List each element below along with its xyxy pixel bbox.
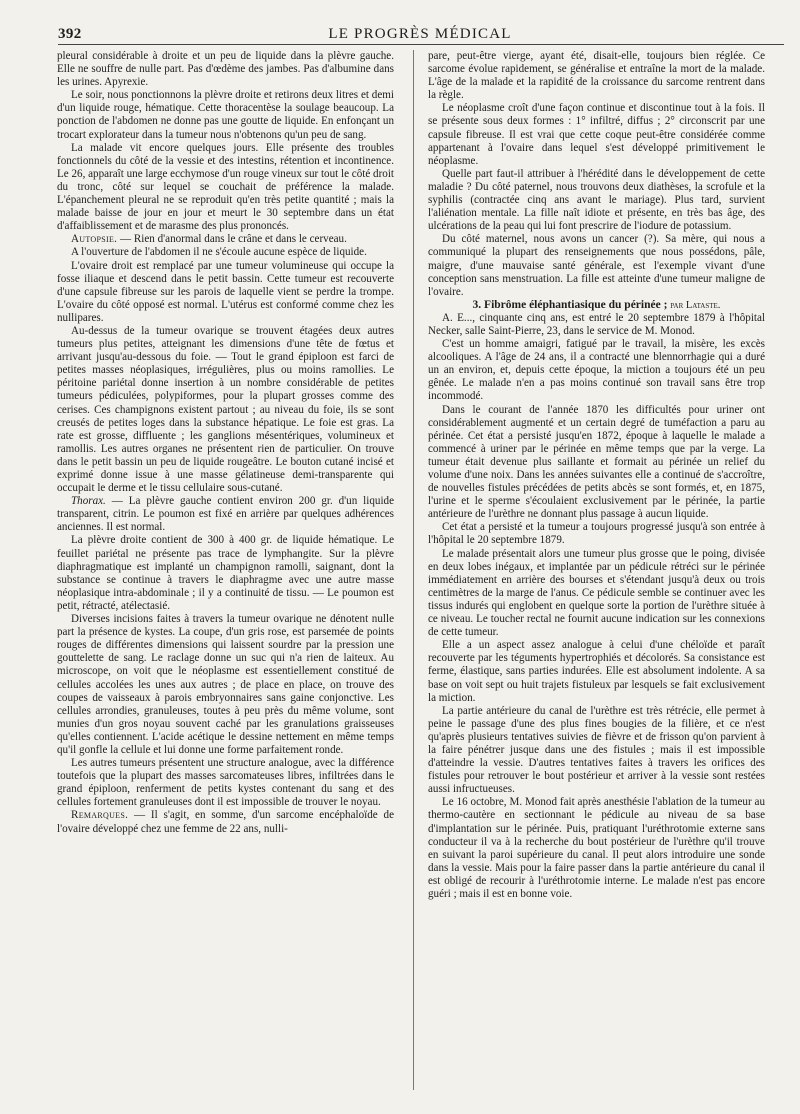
paragraph-text: L'ovaire droit est remplacé par une tumeur volumineuse qui occupe la fosse iliaque et descend dans le petit bassin. Cette tumeur est recouverte d'une capsule fibreuse sur les parois de laquelle vient se perdre la trompe. L'ovaire du côté opposé est normal. L'utérus est conformé comme chez les nullipares. xyxy=(57,259,394,324)
page-number: 392 xyxy=(58,26,82,42)
paragraph xyxy=(428,796,765,901)
paragraph xyxy=(428,705,765,797)
paragraph-text: — Rien d'anormal dans le crâne et dans le cerveau. xyxy=(117,233,347,246)
paragraph-text: Les autres tumeurs présentent une structure analogue, avec la différence toutefois que la plupart des masses sarcomateuses libres, infiltrées dans le grand épiploon, renferment de petits kystes contenant du sang et des cellules fortement granuleuses dont il est impossible de trouver le noyau. xyxy=(57,757,394,809)
paragraph-text: La plèvre droite contient de 300 à 400 gr. de liquide hématique. Le feuillet pariétal ne présente pas trace de lymphangite. Sur la plèvre diaphragmatique est implanté un champignon ramolli, saignant, dont la substance se continue à travers le diaphragme avec une autre masse néoplasique intra-abdominale ; il y a continuité de tissu. — Le poumon est petit, rétracté, atélectasié. xyxy=(57,534,394,612)
paragraph-text: A l'ouverture de l'abdomen il ne s'écoule aucune espèce de liquide. xyxy=(71,246,367,259)
paragraph xyxy=(57,757,394,809)
paragraph xyxy=(428,168,765,233)
paragraph xyxy=(57,142,394,234)
header-rule xyxy=(58,44,784,45)
paragraph-text: Le néoplasme croît d'une façon continue et discontinue tout à la fois. Il se présente sous deux formes : 1° infiltré, diffus ; 2° circonscrit par une capsule fibreuse. Il est vrai que cette coque peut-être considérée comme appartenant à l'ovaire dans lequel s'est développé primitivement le néoplasme. xyxy=(428,102,765,167)
paragraph-text: La malade vit encore quelques jours. Elle présente des troubles fonctionnels du côté de la vessie et des intestins, rétention et incontinence. Le 26, apparaît une large ecchymose d'un rouge vineux sur tout le côté droit du tronc, côté sur lequel se couchait de préférence la malade. L'épanchement pleural ne se reproduit qu'en très petite quantité ; mais la malade baisse de jour en jour et meurt le 30 septembre dans un état d'affaiblissement et de marasme des plus prononcés. xyxy=(57,141,394,233)
section-author: par Lataste. xyxy=(670,299,721,311)
section-title-text: 3. Fibrôme éléphantiasique du périnée ; xyxy=(472,298,668,311)
paragraph-lead: Remarques. xyxy=(71,809,129,822)
paragraph-text: Au-dessus de la tumeur ovarique se trouvent étagées deux autres tumeurs plus petites, atteignant les dimensions d'une tête de fœtus et arrivant jusqu'au-dessous du foie. — Tout le grand épiploon est farci de petites masses néoplasiques, irrégulières, plus ou moins ramollies. Le péritoine pariétal donne insertion à un nombre considérable de petites tumeurs pédiculées, polypiformes, pour la plupart grosses comme des cerises. Ces champignons existent partout ; au niveau du foie, ils se sont creusés de petites loges dans la substance hépatique. Le foie est gras. La rate est grosse, diffluente ; les ganglions mésentériques, volumineux et ramollis. Les autres organes ne présentent rien de particulier. On trouve dans le petit bassin un peu de liquide rougeâtre. Le bouton cutané incisé et exprimé donne issue à une masse gélatineuse demi-transparente qui occupait le derme et le tissu cellulaire sous-cutané. xyxy=(57,324,394,495)
paragraph-text: — La plèvre gauche contient environ 200 gr. d'un liquide transparent, citrin. Le poumon est fixé en arrière par quelques adhérences anciennes. Il est normal. xyxy=(57,495,394,534)
right-column-case-report xyxy=(428,312,765,901)
column-divider xyxy=(413,50,414,1090)
paragraph-text: pleural considérable à droite et un peu de liquide dans la plèvre gauche. Elle ne souffre de nulle part. Pas d'œdème des jambes. Pas d'albumine dans les urines. Apyrexie. xyxy=(57,50,394,89)
paragraph-text: Dans le courant de l'année 1870 les difficultés pour uriner ont considérablement augmenté et un certain degré de tuméfaction a paru au périnée. Cet état a persisté jusqu'en 1872, époque à laquelle le malade a commencé à uriner par le périnée en même temps que par la verge. La tumeur était devenue plus saillante et formait au périnée un relief du volume d'une noix. Dans les années suivantes elle a continué de s'accroître, de nouvelles fistules précédées de petits abcès se sont formés, et, en 1875, l'urine et le sperme s'écoulaient exclusivement par le périnée, la partie antérieure de l'urèthre ne donnant plus passage à aucun liquide. xyxy=(428,403,765,521)
paragraph xyxy=(428,233,765,298)
paragraph xyxy=(428,50,765,102)
paragraph-text: Le 16 octobre, M. Monod fait après anesthésie l'ablation de la tumeur au thermo-cautère en sectionnant le pédicule au niveau de sa base d'implantation sur le périnée. Puis, pratiquant l'uréthrotomie externe sans conducteur il va à la recherche du bout postérieur de l'urèthre qu'il trouve en suivant la paroi supérieure du canal. Il peut alors introduire une sonde dans la vessie. Mais pour la faire passer dans la partie antérieure du canal il est obligé de recourir à l'uréthrotomie interne. Le malade n'est pas encore guéri ; mais il est en bonne voie. xyxy=(428,796,765,900)
paragraph-text: La partie antérieure du canal de l'urèthre est très rétrécie, elle permet à peine le passage d'une des plus fines bougies de la filière, et ce n'est qu'après plusieurs tentatives suivies de fièvre et de frisson qu'on parvient à la faire pénétrer jusque dans une des fistules ; mais il est impossible d'atteindre la vessie. D'autres tentatives faites à travers les orifices des fistules pour retrouver le bout postérieur et arriver à la vessie sont restées aussi infructueuses. xyxy=(428,704,765,796)
paragraph-text: Quelle part faut-il attribuer à l'hérédité dans le développement de cette maladie ? Du côté paternel, nous trouvons deux diathèses, la scrofule et la syphilis (contractée cinq ans avant le mariage). Plus tard, survient l'aliénation mentale. La fille naît idiote et présente, en très bas âge, des ulcérations de la peau qui lui font prescrire de l'iodure de potassium. xyxy=(428,167,765,233)
paragraph-text: Cet état a persisté et la tumeur a toujours progressé jusqu'à son entrée à l'hôpital le 20 septembre 1879. xyxy=(428,521,765,547)
paragraph xyxy=(57,233,394,246)
paragraph xyxy=(428,639,765,704)
paragraph xyxy=(428,521,765,547)
paragraph xyxy=(57,613,394,757)
paragraph-text: Du côté maternel, nous avons un cancer (?). Sa mère, qui nous a communiqué la plupart des renseignements que nous possédons, pâle, maigre, d'une mauvaise santé générale, est l'exemple vivant d'une conception sans menstruation. La fille est atteinte d'une tumeur maligne de l'ovaire. xyxy=(428,233,765,298)
paragraph-lead: Thorax. xyxy=(71,495,106,508)
paragraph-text: C'est un homme amaigri, fatigué par le travail, la misère, les excès alcooliques. A l'âge de 24 ans, il a contracté une blennorrhagie qui a duré un an environ, et, depuis cette époque, la miction a toujours été un peu gênée. Le malade n'en a pas moins continué son travail sans être trop incommodé. xyxy=(428,338,765,403)
paragraph-lead: Autopsie. xyxy=(71,233,118,246)
right-column xyxy=(428,50,765,1104)
paragraph-text: A. E..., cinquante cinq ans, est entré le 20 septembre 1879 à l'hôpital Necker, salle Saint-Pierre, 23, dans le service de M. Monod. xyxy=(428,311,765,337)
paragraph-text: Elle a un aspect assez analogue à celui d'une chéloïde et paraît recouverte par les téguments hypertrophiés et décolorés. Sa consistance est ferme, élastique, sans parties indurées. Elle est absolument indolente. A sa base on voit sept ou huit trajets fistuleux par lesquels se fait exclusivement la miction. xyxy=(428,639,765,704)
paragraph-text: — Il s'agit, en somme, d'un sarcome encéphaloïde de l'ovaire développé chez une femme de 22 ans, nulli- xyxy=(57,809,394,835)
paragraph xyxy=(428,548,765,640)
paragraph xyxy=(428,338,765,403)
paragraph xyxy=(428,404,765,522)
paragraph-text: pare, peut-être vierge, ayant été, disait-elle, toujours bien réglée. Ce sarcome évolue rapidement, se généralise et entraîne la mort de la malade. L'âge de la malade et la rapidité de la croissance du sarcome rentrent dans la règle. xyxy=(428,50,765,102)
paragraph xyxy=(428,102,765,167)
paragraph-text: Le malade présentait alors une tumeur plus grosse que le poing, divisée en deux lobes inégaux, et implantée par un pédicule rétréci sur le périnée immédiatement en arrière des bourses et s'étendant jusqu'à deux ou trois centimètres de la marge de l'anus. Ce pédicule semble se continuer avec les tissus indurés qui englobent en quelque sorte la portion de l'urèthre située à ce niveau. Le toucher rectal ne fournit aucune indication sur les connexions de cette tumeur. xyxy=(428,547,765,639)
paragraph xyxy=(57,89,394,141)
paragraph-text: Diverses incisions faites à travers la tumeur ovarique ne dénotent nulle part la présence de kystes. La coupe, d'un gris rose, est parsemée de points rouges de différentes dimensions qui laissent sourdre par la pression une gouttelette de sang. Le raclage donne un suc qui n'a rien de laiteux. Au microscope, on voit que le néoplasme est essentiellement constitué de cellules accolées les unes aux autres ; de place en place, on trouve des coupes de vaisseaux à parois embryonnaires sans gaine conjonctive. Les cellules arrondies, granuleuses, toutes à peu près du même volume, sont munies d'un gros noyau souvent caché par les granulations graisseuses qu'elles contiennent. L'acide acétique le dessine nettement en même temps qu'il gonfle la cellule et lui donne une forme parfaitement ronde. xyxy=(57,613,394,756)
paragraph xyxy=(57,809,394,835)
paragraph-text: Le soir, nous ponctionnons la plèvre droite et retirons deux litres et demi d'un liquide rouge, hématique. Cette thoracentèse la soulage beaucoup. La ponction de l'abdomen ne donne pas une goutte de liquide. En enfonçant un trocart explorateur dans la tumeur nous n'obtenons qu'un peu de sang. xyxy=(57,89,394,141)
running-header xyxy=(58,22,782,44)
paragraph xyxy=(57,325,394,495)
paragraph xyxy=(57,260,394,325)
right-column-continued-text xyxy=(428,50,765,299)
paragraph xyxy=(57,495,394,534)
journal-title: LE PROGRÈS MÉDICAL xyxy=(328,26,512,42)
paragraph xyxy=(428,312,765,338)
left-column xyxy=(57,50,394,1104)
paragraph xyxy=(57,50,394,89)
paragraph xyxy=(57,246,394,259)
section-title xyxy=(428,299,765,312)
paragraph xyxy=(57,534,394,613)
